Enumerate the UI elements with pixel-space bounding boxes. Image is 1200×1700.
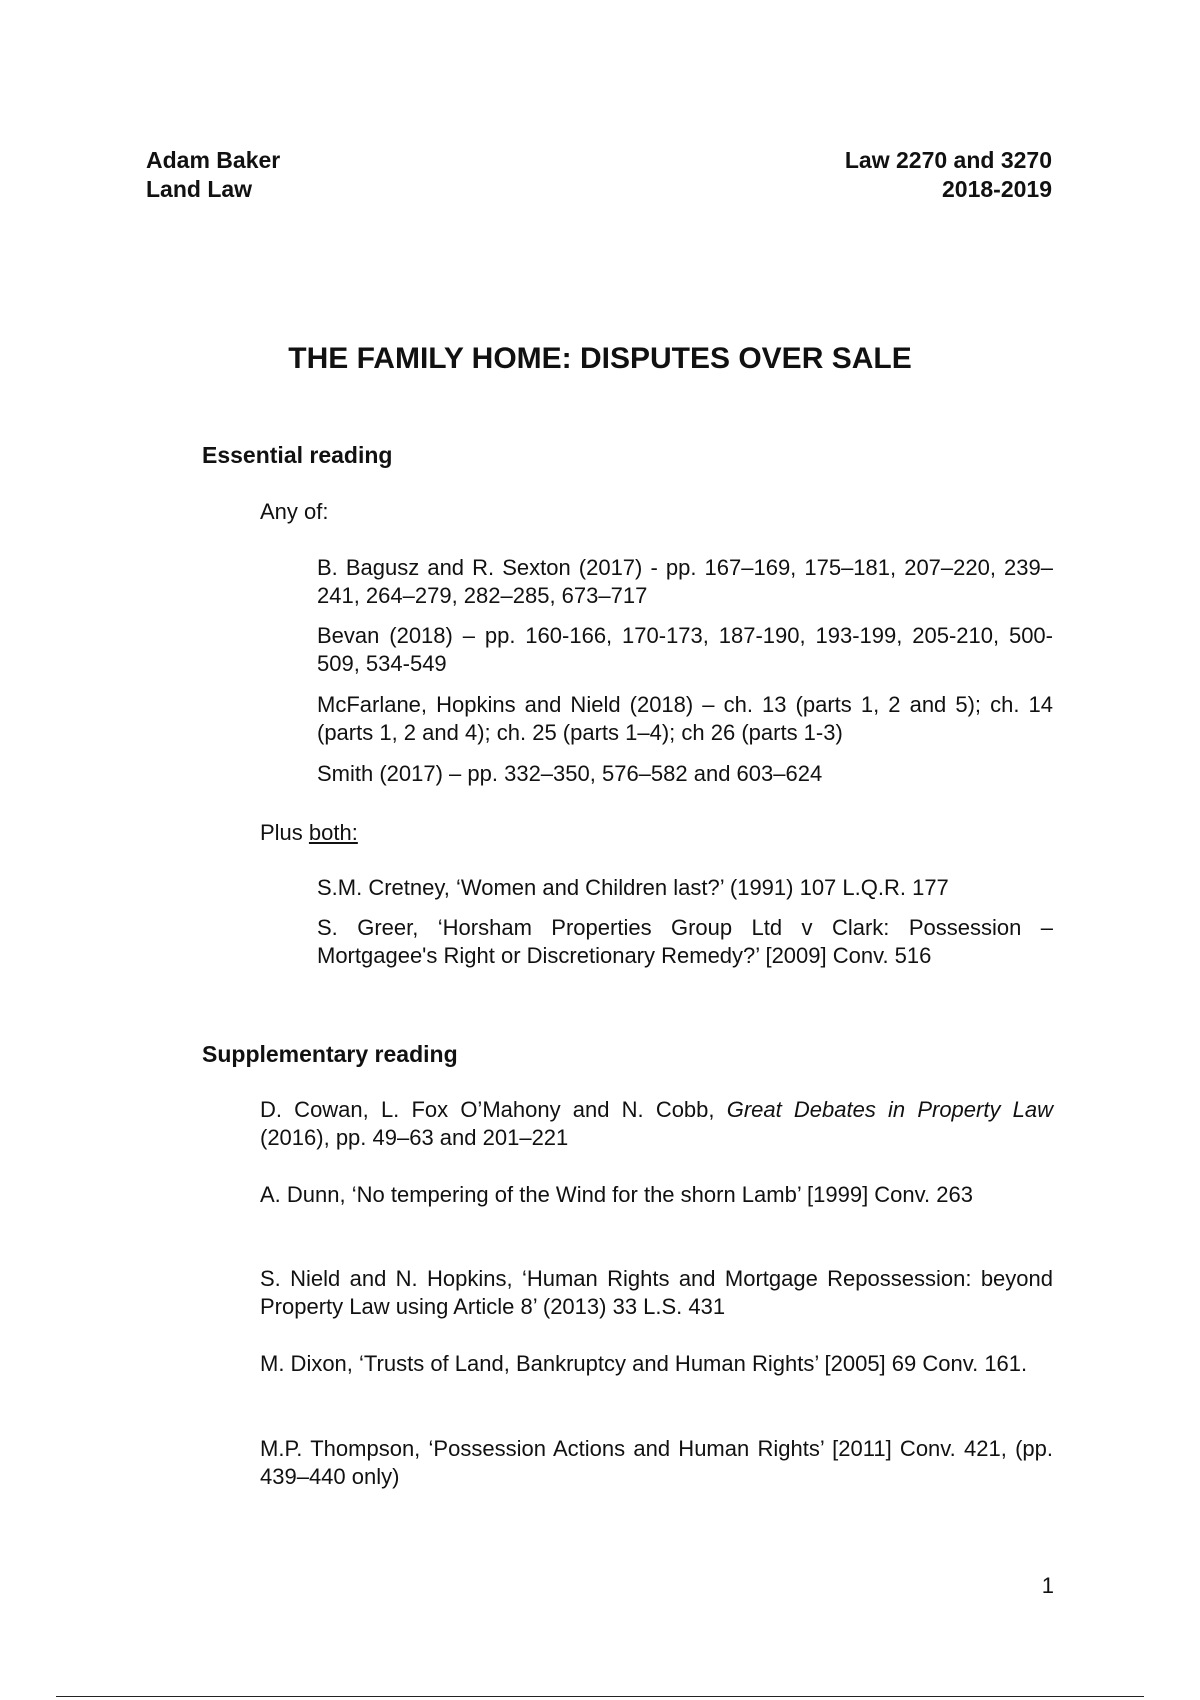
page-number: 1 xyxy=(1041,1573,1054,1598)
header-left xyxy=(146,146,280,204)
any-of-label: Any of: xyxy=(260,499,329,524)
reading-item-dixon: M. Dixon, ‘Trusts of Land, Bankruptcy and Human Rights’ [2005] 69 Conv. 161. xyxy=(260,1351,1028,1376)
cowan-details: (2016), pp. 49–63 and 201–221 xyxy=(260,1125,569,1150)
page-title: THE FAMILY HOME: DISPUTES OVER SALE xyxy=(288,342,912,375)
reading-item-mcfarlane: McFarlane, Hopkins and Nield (2018) – ch. 13 (parts 1, 2 and 5); ch. 14 (parts 1, 2 and 4); ch. 25 (parts 1–4); ch 26 (parts 1-3) xyxy=(317,692,1053,745)
cowan-book-title: Great Debates in Property Law xyxy=(726,1097,1053,1122)
reading-item-bevan: Bevan (2018) – pp. 160-166, 170-173, 187-190, 193-199, 205-210, 500-509, 534-549 xyxy=(317,623,1053,676)
author-name: Adam Baker xyxy=(146,147,281,173)
reading-item-greer: S. Greer, ‘Horsham Properties Group Ltd v Clark: Possession – Mortgagee's Right or Discretionary Remedy?’ [2009] Conv. 516 xyxy=(317,915,1053,968)
reading-item-smith: Smith (2017) – pp. 332–350, 576–582 and 603–624 xyxy=(317,761,823,786)
reading-item-dunn: A. Dunn, ‘No tempering of the Wind for the shorn Lamb’ [1999] Conv. 263 xyxy=(260,1182,973,1207)
academic-year: 2018-2019 xyxy=(942,176,1052,202)
reading-item-cowan xyxy=(260,1096,1053,1152)
reading-item-nield-hopkins: S. Nield and N. Hopkins, ‘Human Rights and Mortgage Repossession: beyond Property Law using Article 8’ (2013) 33 L.S. 431 xyxy=(260,1266,1053,1319)
footer-divider xyxy=(56,1696,1144,1697)
plus-prefix: Plus xyxy=(260,820,309,845)
course-code: Law 2270 and 3270 xyxy=(844,147,1052,173)
subject-name: Land Law xyxy=(146,176,253,202)
essential-reading-heading: Essential reading xyxy=(202,442,393,468)
header-right xyxy=(845,146,1052,204)
reading-item-bagusz: B. Bagusz and R. Sexton (2017) - pp. 167–169, 175–181, 207–220, 239–241, 264–279, 282–285, 673–717 xyxy=(317,555,1053,608)
reading-item-thompson: M.P. Thompson, ‘Possession Actions and Human Rights’ [2011] Conv. 421, (pp. 439–440 only) xyxy=(260,1436,1053,1489)
reading-item-cretney: S.M. Cretney, ‘Women and Children last?’ (1991) 107 L.Q.R. 177 xyxy=(317,875,949,900)
supplementary-reading-heading: Supplementary reading xyxy=(202,1041,458,1067)
plus-both-label xyxy=(260,818,358,848)
both-emphasis: both: xyxy=(308,820,358,845)
cowan-authors: D. Cowan, L. Fox O’Mahony and N. Cobb, xyxy=(260,1097,727,1122)
